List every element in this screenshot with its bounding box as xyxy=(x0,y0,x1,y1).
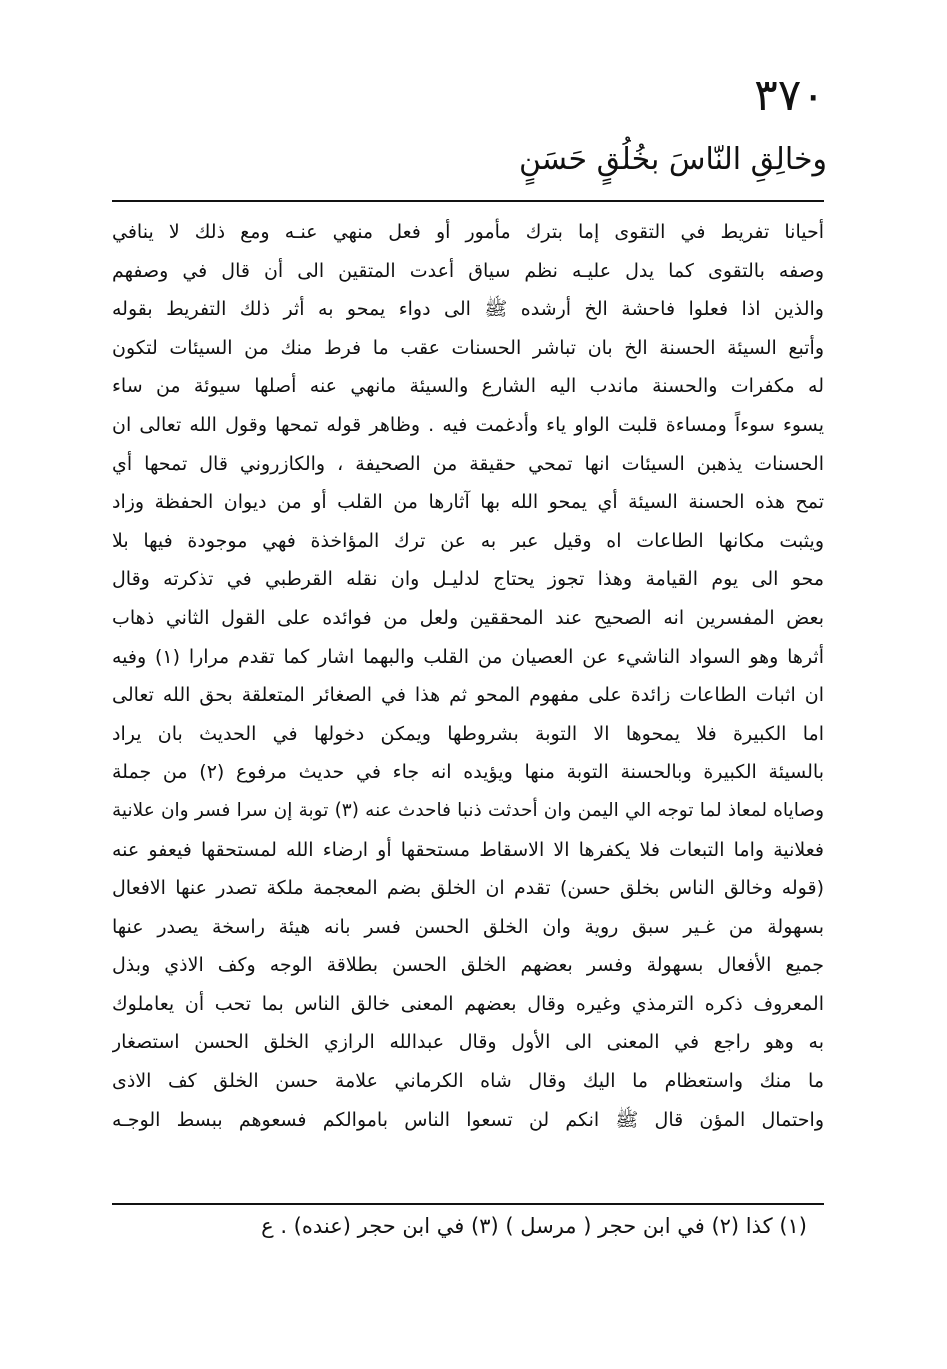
header-divider xyxy=(112,200,824,202)
text-line: فعلانية واما التبعات فلا يكفرها الا الاسقاط مستحقها أو ارضاء الله لمستحقها فيعفو عنه xyxy=(112,838,824,861)
text-line: له مكفرات والحسنة ماندب اليه الشارع والسيئة مانهي عنه أصلها سيوئة من ساء xyxy=(112,375,824,398)
text-line: المعروف ذكره الترمذي وغيره وقال بعضهم المعنى خالق الناس بما تحب أن يعاملوك xyxy=(112,992,824,1015)
text-line: بعض المفسرين انه الصحيح عند المحققين ولعل من فوائده على القول الثاني ذهاب xyxy=(112,606,824,629)
text-line: ويثبت مكانها الطاعات اه وقيل عبر به عن ترك المؤاخذة فهي موجودة فيها بلا xyxy=(112,529,824,552)
text-line: واحتمال المؤن قال ﷺ انكم لن تسعوا الناس باموالكم فسعوهم ببسط الوجـه xyxy=(112,1108,824,1131)
text-line: تمح هذه الحسنة السيئة أي يمحو الله بها آثارها من القلب أو من ديوان الحفظة وزاد xyxy=(112,491,824,514)
text-line: وأتبع السيئة الحسنة الخ بان تباشر الحسنات عقب ما فرط منك من السيئات لتكون xyxy=(112,336,824,359)
text-line: والذين اذا فعلوا فاحشة الخ أرشده ﷺ الى دواء يمحو به أثر ذلك التفريط بقوله xyxy=(112,298,824,321)
verse-heading: وخالِقِ النّاسَ بخُلُقٍ حَسَنٍ xyxy=(518,142,827,177)
footnote-divider xyxy=(112,1203,824,1205)
text-line: الحسنات يذهبن السيئات انها تمحي حقيقة من الصحيفة ، والكازروني قال تمحها أي xyxy=(112,452,824,475)
text-line: اما الكبيرة فلا يمحوها الا التوبة بشروطها ويمكن دخولها في الحديث بان يراد xyxy=(112,722,824,745)
text-line: محو الى يوم القيامة وهذا تجوز يحتاج لدليـل وان نقله القرطبي في تذكرته وقال xyxy=(112,568,824,591)
text-line: بالسيئة الكبيرة وبالحسنة التوبة منها ويؤيده انه جاء في حديث مرفوع (٢) من جملة xyxy=(112,761,824,784)
text-line: ما منك واستعظام ما اليك وقال شاه الكرماني علامة حسن الخلق كف الاذى xyxy=(112,1070,824,1093)
text-line: يسوء سوءاً ومساءة قلبت الواو ياء وأدغمت فيه . وظاهر قوله تمحها وقول الله تعالى ان xyxy=(112,413,824,436)
text-line: أثرها وهو السواد الناشيء عن العصيان من القلب والبهما اشار كما تقدم مرارا (١) وفيه xyxy=(112,645,824,668)
footnote: (١) كذا (٢) في ابن حجر ( مرسل ) (٣) في ابن حجر (عنده) . ع xyxy=(261,1214,807,1238)
text-line: بسهولة من غـير سبق روية وان الخلق الحسن فسر بانه هيئة راسخة يصدر عنها xyxy=(112,915,824,938)
text-line: (قوله وخالق الناس بخلق حسن) تقدم ان الخلق بضم المعجمة ملكة تصدر عنها الافعال xyxy=(112,877,824,900)
text-line: جميع الأفعال بسهولة وفسر بعضهم الخلق الحسن بطلاقة الوجه وكف الاذي وبذل xyxy=(112,954,824,977)
text-line: به وهو راجع في المعنى الى الأول وقال عبدالله الرازي الخلق الحسن استصغار xyxy=(112,1031,824,1054)
page-number: ٣٧٠ xyxy=(754,70,825,121)
text-line: ان اثبات الطاعات زائدة على مفهوم المحو ثم هذا في الصغائر المتعلقة بحق الله تعالى xyxy=(112,684,824,707)
text-line: أحيانا تفريط في التقوى إما بترك مأمور أو فعل منهي عنـه ومع ذلك لا ينافي xyxy=(112,221,824,243)
commentary-body xyxy=(112,213,824,1139)
text-line: وصاياه لمعاذ لما توجه الي اليمن وان أحدثت ذنبا فاحدث عنه (٣) توبة إن سرا فسر وان علانية xyxy=(112,799,824,821)
text-line: وصفه بالتقوى كما يدل عليـه نظم سياق أعدت المتقين الى أن قال في وصفهم xyxy=(112,259,824,282)
